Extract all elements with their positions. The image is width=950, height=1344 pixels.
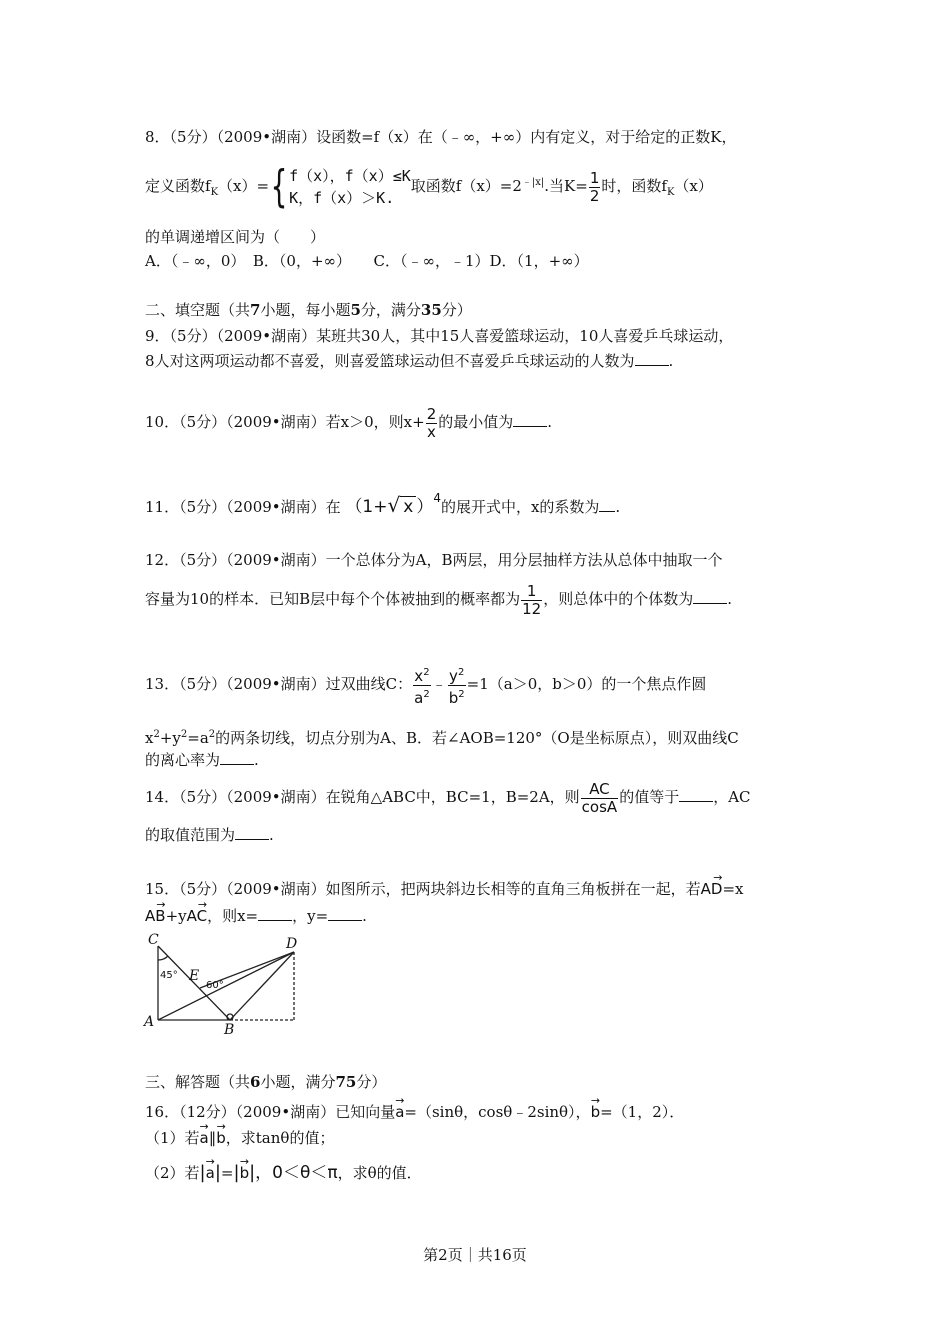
- q14-fraction: $\frac{AC}{\cos A}$: [581, 779, 618, 816]
- vector-b: → b: [591, 1095, 601, 1122]
- answer-blank[interactable]: [513, 412, 547, 427]
- q8-func: 时，函数f: [601, 177, 667, 195]
- q12-fraction: $\frac{1}{12}$: [522, 581, 542, 618]
- q14-line2: 的取值范围为 .: [145, 826, 274, 844]
- q13-fraction-y: $\frac{y^2}{b^2}$: [448, 664, 466, 707]
- q8-cases: [289, 165, 411, 209]
- q8-when: .当K=: [544, 177, 588, 195]
- answer-blank[interactable]: [679, 787, 713, 802]
- answer-blank[interactable]: [220, 750, 254, 765]
- q8-take: 取函数f（x）=2: [410, 177, 522, 195]
- q16-line1: 16．（12分）（2009•湖南）已知向量→ a=（sinθ，cosθ﹣2sinθ），→ b=（1，2）．: [145, 1095, 684, 1122]
- q13-fraction-x: $\frac{x^2}{a^2}$: [413, 664, 431, 707]
- label-B: B: [224, 1022, 235, 1036]
- q8-line2: [145, 158, 713, 218]
- q8-func-end: （x）: [674, 177, 713, 195]
- label-E: E: [189, 968, 200, 984]
- label-C: C: [148, 932, 159, 948]
- section2-heading: 二、填空题（共7小题，每小题5分，满分35分）: [145, 301, 472, 319]
- q8-sup: ﹣|x|: [521, 177, 545, 188]
- q8-brace: {: [270, 161, 288, 212]
- answer-blank[interactable]: [693, 589, 727, 604]
- vector-b: → b: [216, 1121, 226, 1148]
- q8-case1: f（x），f（x）≤K: [289, 167, 411, 185]
- label-A: A: [144, 1014, 155, 1030]
- section3-heading: 三、解答题（共6小题，满分75分）: [145, 1073, 387, 1091]
- edge-AD: [158, 952, 294, 1020]
- q15-triangle-figure: [140, 928, 310, 1036]
- vector-a: → a: [200, 1121, 209, 1148]
- q12-line2: 容量为10的样本．已知B层中每个个体被抽到的概率都为 $\frac{1}{12}$ ，则总体中的个体数为 .: [145, 581, 733, 618]
- q15-line2: → AB+y→ AC，则x= ，y= .: [145, 899, 367, 926]
- vector-AB: → AB: [145, 899, 166, 926]
- q11-line: 11．（5分）（2009•湖南）在 （1+√ x ）$^4$的展开式中，x的系数为 .: [145, 491, 621, 517]
- label-angle-60: 60°: [206, 980, 224, 991]
- q15-line1: 15．（5分）（2009•湖南）如图所示，把两块斜边长相等的直角三角板拼在一起，若→ AD=x: [145, 872, 744, 899]
- vector-a: → a: [395, 1095, 404, 1122]
- q13-line3: 的离心率为 .: [145, 751, 259, 769]
- edge-BD: [230, 952, 294, 1020]
- q16-part2: （2）若|→ a|=|→ b|，0＜θ＜π，求θ的值．: [145, 1156, 422, 1183]
- q8-sub2: K: [666, 187, 675, 198]
- q11-expression: （1+√ x ）$^4$: [345, 491, 441, 517]
- q8-options: A．（﹣∞，0） B．（0，+∞） C．（﹣∞，﹣1）D．（1，+∞）: [145, 252, 589, 270]
- q10-fraction: $\frac{2}{x}$: [426, 404, 437, 441]
- q8-k-fraction: $\frac{1}{2}$: [589, 168, 600, 205]
- vector-b: → b: [240, 1156, 250, 1183]
- vector-AD: → AD: [701, 872, 723, 899]
- q8-line1: 8．（5分）（2009•湖南）设函数=f（x）在（﹣∞，+∞）内有定义，对于给定的正数K，: [145, 128, 737, 146]
- answer-blank[interactable]: [328, 906, 362, 921]
- q8-line3: 的单调递增区间为（ ）: [145, 228, 326, 246]
- q8-def-pre: 定义函数f: [145, 177, 211, 195]
- q13-line2: $x^2+y^2=a^2$的两条切线，切点分别为A、B．若∠AOB=120°（O是坐标原点），则双曲线C: [145, 729, 739, 747]
- vector-a: → a: [206, 1156, 215, 1183]
- q12-line1: 12．（5分）（2009•湖南）一个总体分为A，B两层，用分层抽样方法从总体中抽取一个: [145, 551, 723, 569]
- q9-line1: 9．（5分）（2009•湖南）某班共30人，其中15人喜爱篮球运动，10人喜爱乒乓球运动，: [145, 327, 734, 345]
- page-footer: 第2页｜共16页: [423, 1246, 527, 1264]
- q8-case2: K，f（x）＞K.: [289, 189, 395, 207]
- vector-AC: → AC: [187, 899, 207, 926]
- q13-line1: 13．（5分）（2009•湖南）过双曲线C： $\frac{x^2}{a^2}$ ﹣ $\frac{y^2}{b^2}$ =1（a＞0，b＞0）的一个焦点作圆: [145, 656, 706, 712]
- answer-blank[interactable]: [599, 497, 615, 512]
- q8-sub: K: [210, 187, 219, 198]
- q8-def-mid: （x）=: [218, 177, 270, 195]
- q16-part1: （1）若→ a∥→ b，求tanθ的值；: [145, 1121, 334, 1148]
- label-angle-45: 45°: [160, 970, 178, 981]
- angle-arc-45: [158, 956, 168, 960]
- label-D: D: [286, 936, 298, 952]
- q14-line1: 14．（5分）（2009•湖南）在锐角△ABC中，BC=1，B=2A，则 $\frac{AC}{\cos A}$ 的值等于 ，AC: [145, 779, 751, 816]
- answer-blank[interactable]: [235, 825, 269, 840]
- answer-blank[interactable]: [635, 351, 669, 366]
- q9-line2: 8人对这两项运动都不喜爱，则喜爱篮球运动但不喜爱乒乓球运动的人数为 .: [145, 352, 674, 370]
- q10-line: 10．（5分）（2009•湖南）若x＞0，则x+ $\frac{2}{x}$ 的最小值为 .: [145, 404, 553, 441]
- answer-blank[interactable]: [258, 906, 292, 921]
